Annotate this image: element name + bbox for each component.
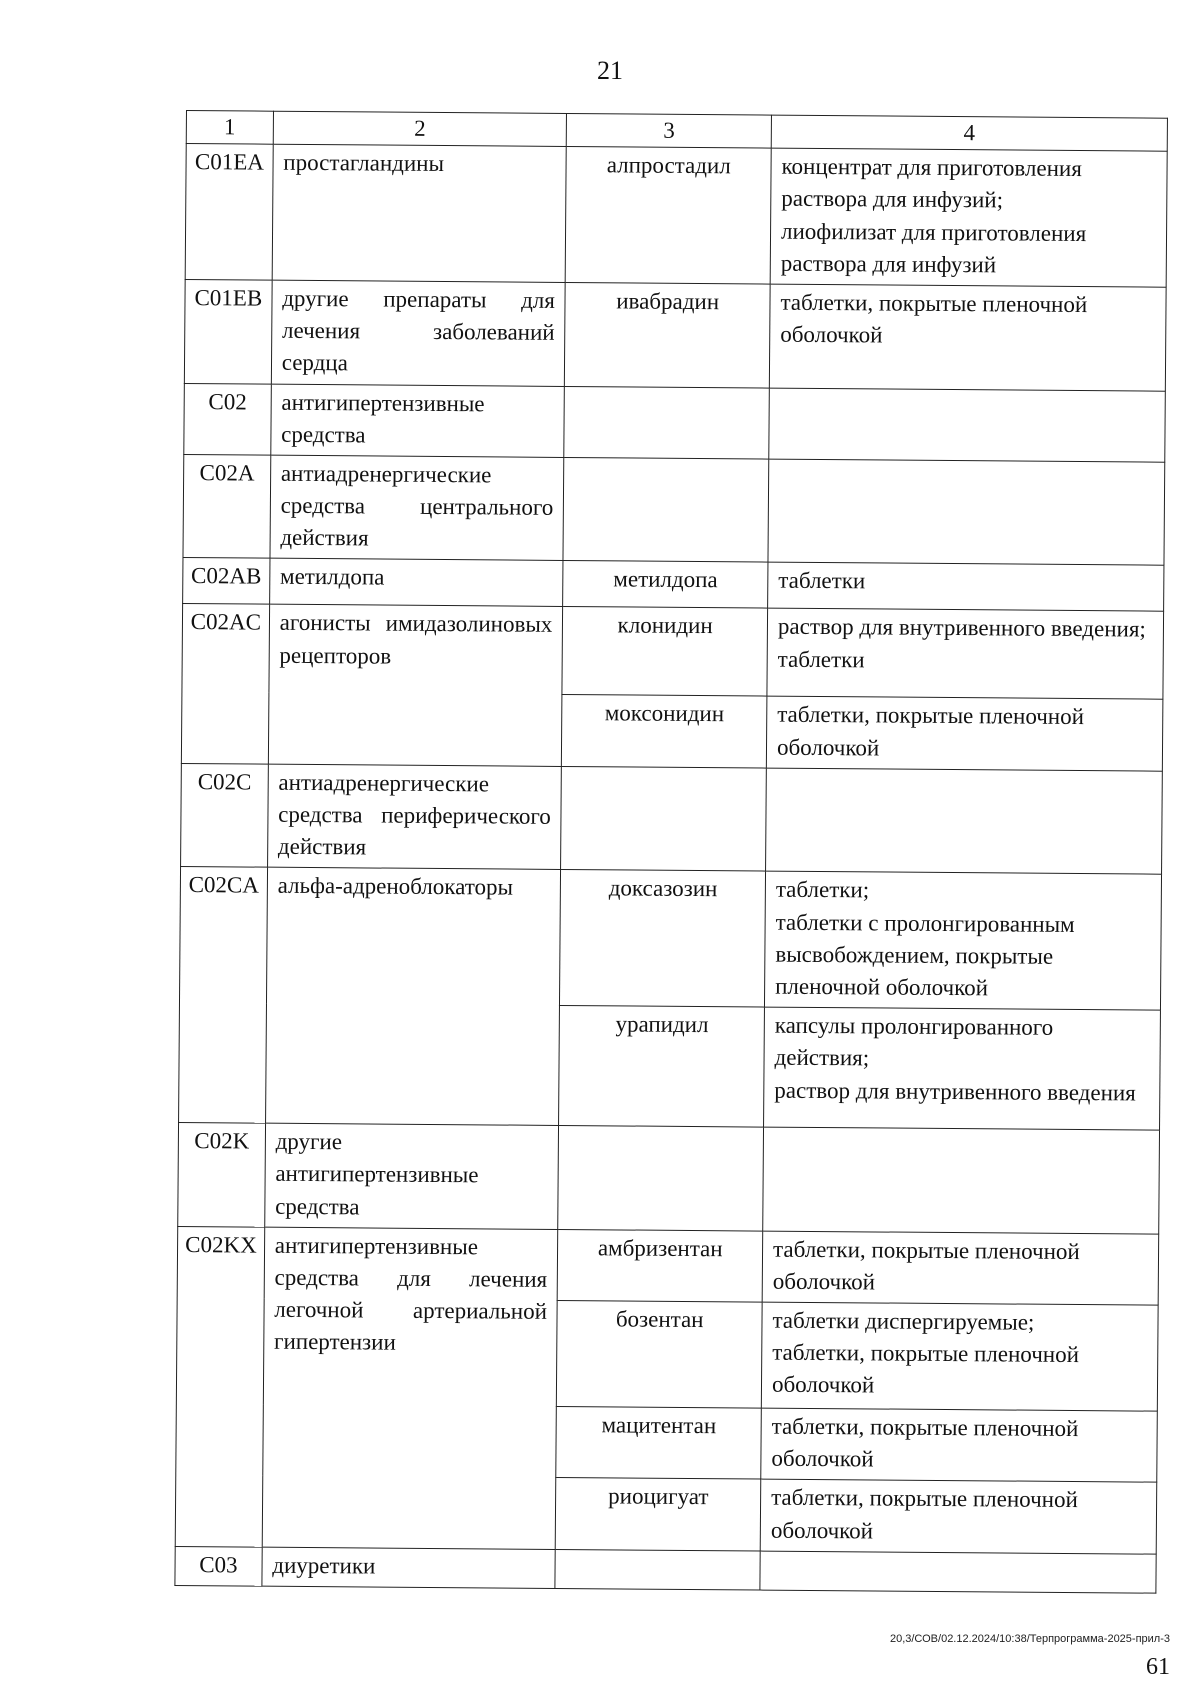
table-row [177, 1226, 1159, 1305]
atc-code-cell: C02CA [179, 867, 268, 1123]
dosage-form-line: таблетки диспергируемые; [772, 1307, 1035, 1335]
table-row [183, 454, 1165, 565]
dosage-form-line: таблетки, покрытые пленочной оболочкой [771, 1339, 1080, 1398]
atc-code-cell: C02 [184, 383, 271, 455]
group-name-cell: антиадренергические средства периферического действия [267, 764, 561, 870]
drug-name-cell: амбризентан [558, 1229, 763, 1302]
dosage-form-cell [764, 1007, 1161, 1130]
dosage-form-line: таблетки, покрытые пленочной оболочкой [772, 1236, 1080, 1295]
atc-code-cell: C03 [175, 1546, 262, 1586]
drug-name-cell: мацитентан [556, 1407, 761, 1480]
dosage-form-line [779, 462, 1154, 465]
table-row [181, 763, 1163, 874]
dosage-form-line: таблетки [778, 568, 866, 594]
group-name-cell: метилдопа [269, 559, 563, 607]
atc-code-cell: C02K [178, 1123, 266, 1227]
document-stamp: 20,3/СОВ/02.12.2024/10:38/Терпрограмма-2025-прил-3 [889, 1633, 1170, 1645]
dosage-form-cell [764, 871, 1161, 1010]
drug-name-cell: метилдопа [563, 561, 768, 609]
sheet-number: 61 [1146, 1654, 1170, 1680]
dosage-form-line [777, 770, 1152, 773]
drug-name-cell [561, 766, 766, 871]
dosage-form-line: таблетки, покрытые пленочной оболочкой [771, 1413, 1079, 1472]
drug-name-cell: ивабрадин [565, 282, 770, 387]
dosage-form-cell [760, 1479, 1157, 1553]
dosage-form-line: капсулы пролонгированного действия; [774, 1012, 1054, 1071]
dosage-form-cell [768, 563, 1164, 612]
group-name-cell: другие препараты для лечения заболеваний сердца [271, 280, 565, 386]
drug-name-cell [563, 457, 768, 562]
dosage-form-line: концентрат для приготовления раствора для инфузий; [781, 153, 1082, 213]
drug-name-cell: доксазозин [560, 870, 766, 1007]
table-row [184, 383, 1166, 462]
dosage-form-line [774, 1130, 1149, 1133]
atc-code-cell: C02AB [183, 558, 270, 605]
dosage-form-cell [761, 1302, 1158, 1411]
table-row [185, 144, 1167, 287]
drug-name-cell: моксонидин [562, 695, 767, 768]
drug-name-cell [555, 1549, 760, 1590]
table-row [183, 558, 1164, 612]
atc-code-cell: C02A [183, 454, 271, 558]
dosage-form-line [771, 1553, 1146, 1556]
dosage-form-cell [766, 768, 1163, 875]
atc-code-cell: C02AC [181, 604, 269, 764]
atc-code-cell: C02C [181, 763, 269, 867]
dosage-form-line: таблетки, покрытые пленочной оболочкой [770, 1485, 1078, 1544]
dosage-form-line: раствор для внутривенного введения [774, 1077, 1136, 1105]
dosage-form-line: раствор для внутривенного введения; [777, 614, 1146, 642]
atc-drug-table [174, 110, 1168, 1594]
group-name-cell: другие антигипертензивные средства [264, 1123, 558, 1229]
dosage-form-cell [768, 459, 1165, 566]
dosage-form-cell [760, 1551, 1156, 1593]
dosage-form-cell [763, 1127, 1160, 1234]
dosage-form-line: таблетки; [775, 877, 870, 903]
drug-name-cell [564, 386, 769, 459]
atc-code-cell: C01EA [185, 144, 273, 280]
drug-name-cell: бозентан [557, 1301, 762, 1409]
drug-name-cell: клонидин [562, 607, 767, 697]
table-row [179, 867, 1161, 1010]
table-row [178, 1123, 1160, 1234]
dosage-form-cell [766, 697, 1163, 771]
group-name-cell: альфа-адреноблокаторы [265, 868, 561, 1126]
atc-code-cell: C02KX [175, 1226, 264, 1547]
column-header: 4 [771, 115, 1167, 151]
page-number: 21 [597, 56, 623, 85]
drug-name-cell: алпростадил [566, 147, 772, 284]
dosage-form-cell [769, 284, 1166, 391]
drug-name-cell: риоцигуат [556, 1478, 761, 1551]
atc-code-cell: C01EB [184, 279, 272, 383]
group-name-cell: простагландины [272, 144, 567, 282]
dosage-form-cell [762, 1231, 1159, 1305]
dosage-form-line: лиофилизат для приготовления раствора для инфузий [780, 218, 1087, 278]
drug-name-cell [558, 1126, 763, 1231]
dosage-form-line: таблетки [777, 646, 865, 672]
group-name-cell: агонисты имидазолиновых рецепторов [268, 605, 563, 767]
column-header: 1 [186, 111, 273, 145]
table-row [175, 1546, 1156, 1593]
group-name-cell: антигипертензивные средства [271, 384, 565, 458]
table-row [182, 604, 1164, 700]
dosage-form-line [780, 390, 1155, 393]
column-header: 2 [273, 111, 567, 146]
group-name-cell: антиадренергические средства центрального действия [270, 455, 564, 561]
dosage-form-line: таблетки с пролонгированным высвобождением, покрытые пленочной оболочкой [775, 909, 1075, 1001]
group-name-cell: диуретики [262, 1547, 556, 1588]
column-header: 3 [567, 113, 772, 148]
drug-name-cell: урапидил [559, 1006, 765, 1128]
dosage-form-cell [770, 148, 1167, 287]
dosage-form-cell [767, 609, 1164, 700]
table-row [184, 279, 1166, 390]
group-name-cell: антигипертензивные средства для лечения легочной артериальной гипертензии [262, 1227, 558, 1549]
dosage-form-line: таблетки, покрытые пленочной оболочкой [776, 702, 1085, 761]
dosage-form-line: таблетки, покрытые пленочной оболочкой [780, 289, 1088, 348]
dosage-form-cell [761, 1408, 1158, 1482]
dosage-form-cell [769, 388, 1166, 462]
